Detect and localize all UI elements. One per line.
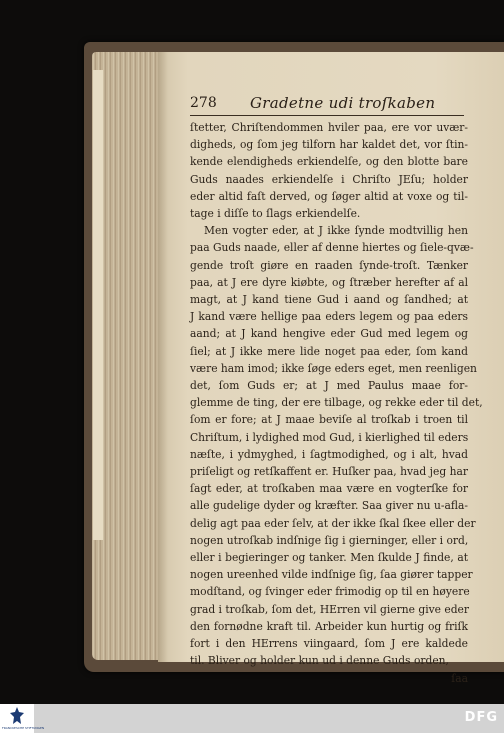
franckesche-stiftungen-text: FRANCKESCHE STIFTUNGEN [2,726,45,730]
text-line: Chriſtum, i lydighed mod Gud, i kierlighed til eders [190,430,469,444]
text-line: det, ſom Guds er; at J med Paulus maae for- [190,379,468,393]
text-line: ſom er fore; at J maae beviſe al troſkab i troen til [190,413,468,427]
text-line: Guds naades erkiendelſe i Chriſto JEſu; holder [190,172,468,186]
dfg-logo: DFG [464,710,498,725]
text-line: næſte, i ydmyghed, i ſagtmodighed, og i alt, hvad [190,447,468,461]
text-line: alle gudelige dyder og kræfter. Saa giver nu u-afla- [190,499,468,513]
text-line: den fornødne kraft til. Arbeider kun hurtig og friſk [190,619,468,633]
text-line: magt, at J kand tiene Gud i aand og ſandhed; at [190,293,468,307]
page-text [190,119,483,687]
text-line: delig agt paa eder ſelv, at der ikke ſkal ſkee eller der [190,516,476,530]
text-line: ſtetter, Chriſtendommen hviler paa, ere vor uvær- [190,121,468,134]
text-line: ſagt eder, at troſkaben maa være en vogterſke for [190,482,468,496]
text-line: glemme de ting, der ere tilbage, og rekke eder til det, [190,396,483,410]
text-line: kende elendigheds erkiendelſe, og den blotte bare [190,155,468,169]
page-edge-strip [93,70,103,540]
text-line: eder altid faſt derved, og ſøger altid at voxe og til- [190,189,468,203]
text-line: eller i begieringer og tanker. Men ſkulde J finde, at [190,551,468,565]
text-line: grad i troſkab, ſom det, HErren vil gierne give eder [190,602,469,616]
text-line: paa Guds naade, eller af denne hiertes og ſiele-qvæ- [190,241,474,255]
text-line: fort i den HErrens viingaard, ſom J ere kaldede [190,637,468,651]
text-line: være ham imod; ikke ſøge eders eget, men reenligen [190,361,477,375]
text-line: J kand være hellige paa eders legem og paa eders [190,310,468,324]
text-line: tage i diſſe to ſlags erkiendelſe. [190,207,361,221]
text-line: digheds, og ſom jeg tilforn har kaldet det, vor ſtin- [190,138,468,152]
running-title: Gradetne udi troſkaben [250,94,436,112]
text-line: nogen ureenhed vilde indſnige ſig, ſaa giører tapper [190,568,473,582]
text-line: priſeligt og retſkaffent er. Huſker paa, hvad jeg har [190,465,468,479]
text-line: aand; at J kand hengive eder Gud med legem og [190,327,468,341]
franckesche-stiftungen-logo [0,704,45,733]
viewer-footer-bar [0,704,504,733]
text-line: Men vogter eder, at J ikke ſynde modtvillig hen [204,224,468,238]
text-line: nogen utroſkab indſnige ſig i gierninger, eller i ord, [190,533,469,547]
text-line: modſtand, og ſvinger eder frimodig op til en høyere [190,585,470,599]
text-line: til. Bliver og holder kun ud i denne Guds orden, [190,654,449,668]
text-line: paa, at J ere dyre kiøbte, og ſtræber herefter af al [190,275,468,289]
foundation-emblem-icon [10,707,24,725]
text-line: ſiel; at J ikke mere lide noget paa eder, ſom kand [190,344,468,358]
text-line: gende troſt giøre en raaden ſynde-troſt. Tænker [190,258,468,272]
catchword: ſaa [451,671,468,685]
page-number: 278 [190,95,217,111]
page-header [190,95,464,116]
